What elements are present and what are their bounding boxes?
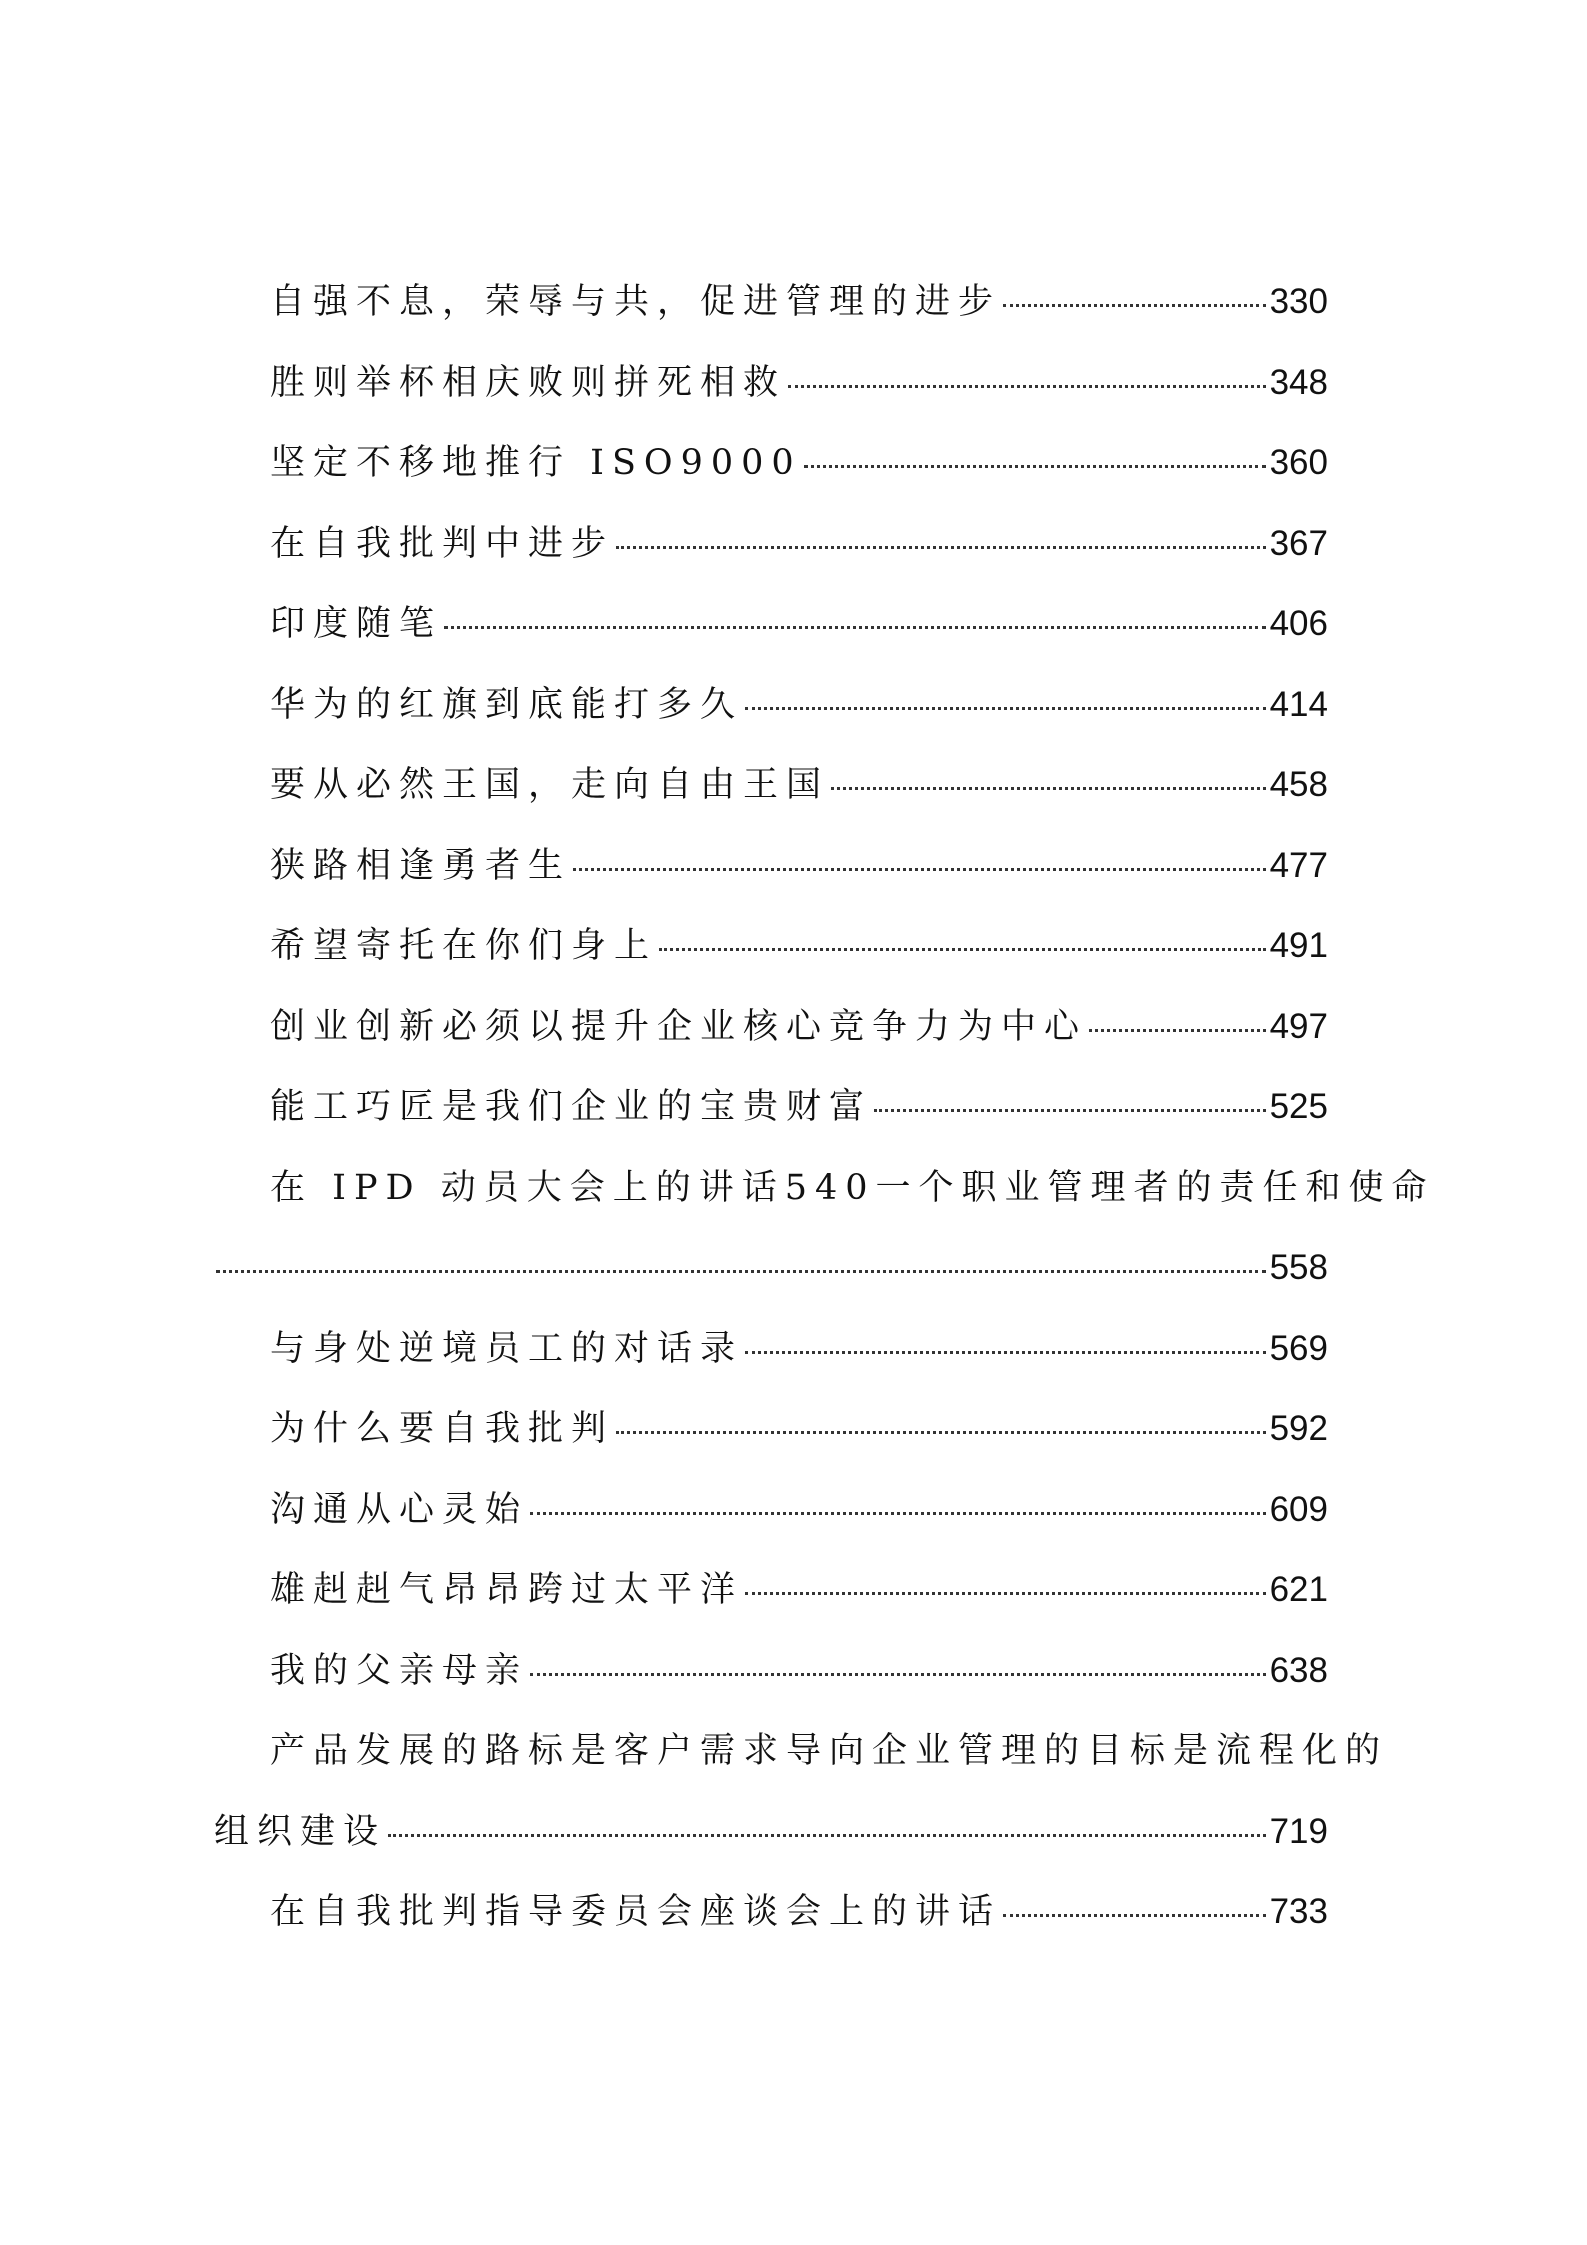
- toc-entry-page: 558: [1269, 1248, 1328, 1287]
- toc-entry[interactable]: [214, 1309, 1328, 1390]
- toc-entry-title: 创业创新必须以提升企业核心竞争力为中心: [270, 1006, 1088, 1047]
- toc-entry-title: 胜则举杯相庆败则拼死相救: [270, 362, 787, 403]
- toc-entry-title: 组织建设: [214, 1811, 387, 1852]
- toc-entry-title: 能工巧匠是我们企业的宝贵财富: [270, 1087, 873, 1127]
- toc-entry[interactable]: [214, 584, 1328, 665]
- toc-entry-title: 为什么要自我批判: [270, 1409, 615, 1449]
- toc-entry[interactable]: [214, 1389, 1328, 1470]
- toc-entry-page: 719: [1269, 1811, 1328, 1851]
- toc-entry-page: 477: [1269, 845, 1328, 885]
- leader-dots: [216, 1270, 1266, 1273]
- toc-entry-title: 在自我批判指导委员会座谈会上的讲话: [270, 1892, 1002, 1932]
- toc-entry[interactable]: [214, 1631, 1328, 1712]
- toc-entry-title: 自强不息，荣辱与共，促进管理的进步: [270, 282, 1002, 322]
- toc-entry-wrapped-continuation[interactable]: [214, 1228, 1328, 1309]
- toc-entry-page: 367: [1269, 523, 1328, 563]
- toc-entry-title: 在自我批判中进步: [270, 523, 615, 564]
- toc-entry[interactable]: [214, 1067, 1328, 1148]
- leader-dots: [745, 1351, 1266, 1354]
- toc-entry[interactable]: [214, 1872, 1328, 1953]
- table-of-contents: [214, 262, 1435, 1953]
- toc-entry[interactable]: [214, 665, 1328, 746]
- toc-entry[interactable]: [214, 826, 1328, 907]
- toc-entry-title: 产品发展的路标是客户需求导向企业管理的目标是流程化的: [270, 1731, 1389, 1771]
- toc-entry[interactable]: [214, 745, 1328, 826]
- toc-entry[interactable]: [214, 504, 1328, 585]
- toc-entry-page: 348: [1269, 362, 1328, 402]
- toc-entry-title: 华为的红旗到底能打多久: [270, 684, 744, 725]
- leader-dots: [530, 1673, 1266, 1676]
- toc-entry-wrapped-line[interactable]: [214, 1711, 1389, 1792]
- toc-entry-page: 414: [1269, 684, 1328, 724]
- toc-entry-title: 沟通从心灵始: [270, 1489, 529, 1530]
- toc-entry-page: 491: [1269, 926, 1328, 965]
- toc-entry-title: 一个职业管理者的责任和使命: [875, 1167, 1435, 1208]
- toc-entry-title: 希望寄托在你们身上: [270, 926, 658, 966]
- toc-entry-title: 在 IPD 动员大会上的讲话540: [270, 1167, 876, 1208]
- leader-dots: [788, 385, 1266, 388]
- leader-dots: [659, 948, 1266, 951]
- toc-entry-page: 458: [1269, 765, 1328, 804]
- toc-entry-page: 330: [1269, 282, 1328, 321]
- leader-dots: [1089, 1029, 1266, 1032]
- leader-dots: [388, 1834, 1266, 1837]
- leader-dots: [573, 868, 1266, 871]
- toc-entry-title: 狭路相逢勇者生: [270, 845, 572, 886]
- toc-entry-title: 雄赳赳气昂昂跨过太平洋: [270, 1570, 744, 1610]
- toc-entry-page: 525: [1269, 1087, 1328, 1126]
- toc-entry-page: 638: [1269, 1650, 1328, 1690]
- toc-entry[interactable]: [214, 1550, 1328, 1631]
- toc-entry[interactable]: [214, 423, 1328, 504]
- toc-entry-title: 坚定不移地推行 ISO9000: [270, 443, 802, 483]
- toc-entry-title: 印度随笔: [270, 604, 443, 644]
- leader-dots: [530, 1512, 1266, 1515]
- leader-dots: [745, 1592, 1266, 1595]
- toc-entry-title: 与身处逆境员工的对话录: [270, 1328, 744, 1369]
- leader-dots: [804, 465, 1266, 468]
- toc-entry[interactable]: [214, 262, 1328, 343]
- toc-entry-page: 497: [1269, 1006, 1328, 1046]
- toc-entry-page: 609: [1269, 1489, 1328, 1529]
- toc-entry[interactable]: [214, 987, 1328, 1068]
- leader-dots: [1003, 1914, 1266, 1917]
- leader-dots: [831, 787, 1266, 790]
- toc-entry-page: 592: [1269, 1409, 1328, 1448]
- toc-entry[interactable]: [214, 906, 1328, 987]
- toc-entry-page: 733: [1269, 1892, 1328, 1931]
- toc-entry-page: 621: [1269, 1570, 1328, 1609]
- toc-entry-page: 569: [1269, 1328, 1328, 1368]
- leader-dots: [745, 707, 1266, 710]
- leader-dots: [874, 1109, 1266, 1112]
- leader-dots: [444, 626, 1266, 629]
- toc-entry[interactable]: [214, 1470, 1328, 1551]
- toc-entry-title: 要从必然王国，走向自由王国: [270, 765, 830, 805]
- toc-entry-wrapped-line[interactable]: [214, 1148, 1435, 1229]
- leader-dots: [1003, 304, 1266, 307]
- toc-entry[interactable]: [214, 343, 1328, 424]
- leader-dots: [616, 546, 1266, 549]
- toc-entry-page: 360: [1269, 443, 1328, 482]
- toc-entry-page: 406: [1269, 604, 1328, 643]
- toc-entry-title: 我的父亲母亲: [270, 1650, 529, 1691]
- toc-entry-wrapped-continuation[interactable]: [214, 1792, 1328, 1873]
- leader-dots: [616, 1431, 1266, 1434]
